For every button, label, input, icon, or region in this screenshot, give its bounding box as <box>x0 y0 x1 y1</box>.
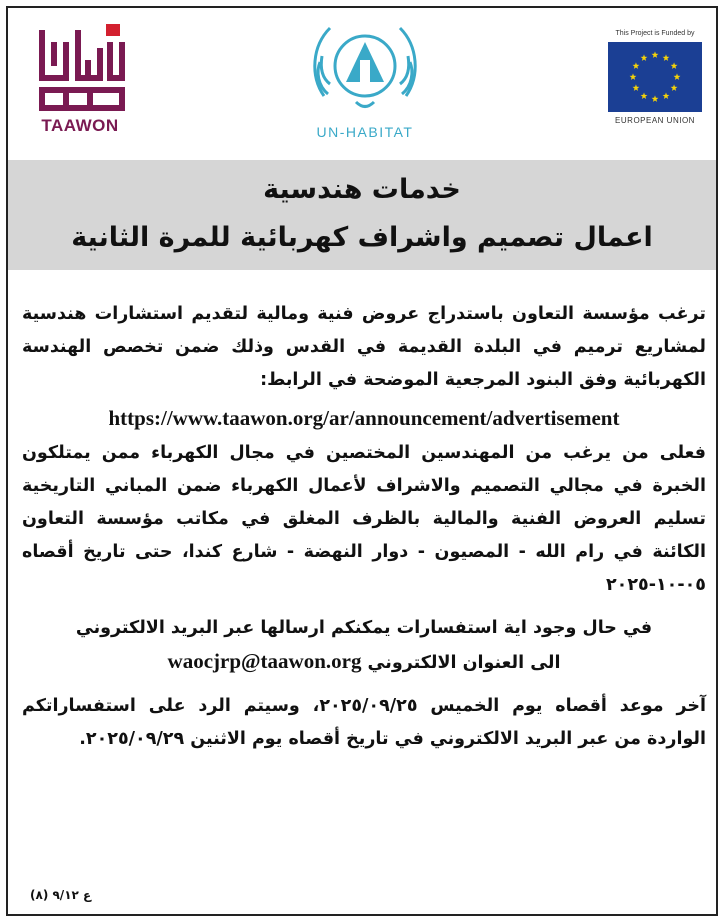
advertisement-frame <box>6 6 718 916</box>
eu-star-icon <box>671 84 678 91</box>
un-habitat-emblem-icon <box>300 16 430 120</box>
intro-paragraph: ترغب مؤسسة التعاون باستدراج عروض فنية ومالية لتقديم استشارات هندسية لمشاريع ترميم في البلدة القديمة في القدس وذلك ضمن تخصص الهندسة الكهربائية وفق البنود المرجعية الموضحة في الرابط: <box>22 304 706 390</box>
taawon-wordmark: TAAWON <box>41 116 119 135</box>
deadline-paragraph: آخر موعد أقصاه يوم الخميس ٢٠٢٥/٠٩/٢٥، وسيتم الرد على استفساراتكم الواردة من عبر البريد الالكتروني في تاريخ أقصاه يوم الاثنين ٢٠٢٥/٠٩/٢٩. <box>22 696 706 749</box>
eu-star-icon <box>641 54 648 61</box>
european-union-logo <box>600 30 710 135</box>
title-line-2: اعمال تصميم واشراف كهربائية للمرة الثانية <box>71 222 653 253</box>
eu-flag-icon <box>608 42 702 112</box>
eligibility-paragraph: فعلى من يرغب من المهندسين المختصين في مجال الكهرباء ممن يمتلكون الخبرة في مجالي التصميم والاشراف لأعمال الكهرباء ضمن المباني التاريخية تسليم العروض الفنية والمالية بالظرف المغلق في مكاتب مؤسسة التعاون الكائنة في رام الله - المصيون - دوار النهضة - شارع كندا، حتى تاريخ أقصاه ٠٥-١٠-٢٠٢٥ <box>22 443 706 595</box>
eu-star-icon <box>663 92 670 99</box>
eu-wordmark: EUROPEAN UNION <box>615 116 695 125</box>
eu-funded-caption: This Project is Funded by <box>615 30 695 37</box>
eu-star-icon <box>633 84 640 91</box>
taawon-logo <box>30 20 130 138</box>
reference-number: ع ٩/١٢ (٨) <box>30 888 92 902</box>
title-line-1: خدمات هندسية <box>263 174 461 205</box>
taawon-calligraphy-icon <box>30 20 130 114</box>
logo-header <box>8 8 716 160</box>
announcement-body <box>22 298 706 756</box>
eu-star-icon <box>652 51 659 58</box>
eu-star-icon <box>652 95 659 102</box>
title-band <box>8 160 716 270</box>
eu-star-icon <box>674 73 681 80</box>
email-line <box>22 645 706 680</box>
eu-star-icon <box>671 62 678 69</box>
inquiries-line: في حال وجود اية استفسارات يمكنكم ارسالها عبر البريد الالكتروني <box>75 618 653 638</box>
eu-stars-icon <box>608 42 702 112</box>
contact-email[interactable]: waocjrp@taawon.org <box>167 649 362 673</box>
eu-star-icon <box>641 92 648 99</box>
email-label: الى العنوان الالكتروني <box>367 653 561 673</box>
un-habitat-wordmark: UN-HABITAT <box>316 124 414 140</box>
un-habitat-logo <box>300 16 430 148</box>
announcement-link[interactable]: https://www.taawon.org/ar/announcement/advertisement <box>108 406 620 430</box>
eu-star-icon <box>633 62 640 69</box>
taawon-red-mark <box>106 24 120 36</box>
eu-star-icon <box>630 73 637 80</box>
eu-star-icon <box>663 54 670 61</box>
